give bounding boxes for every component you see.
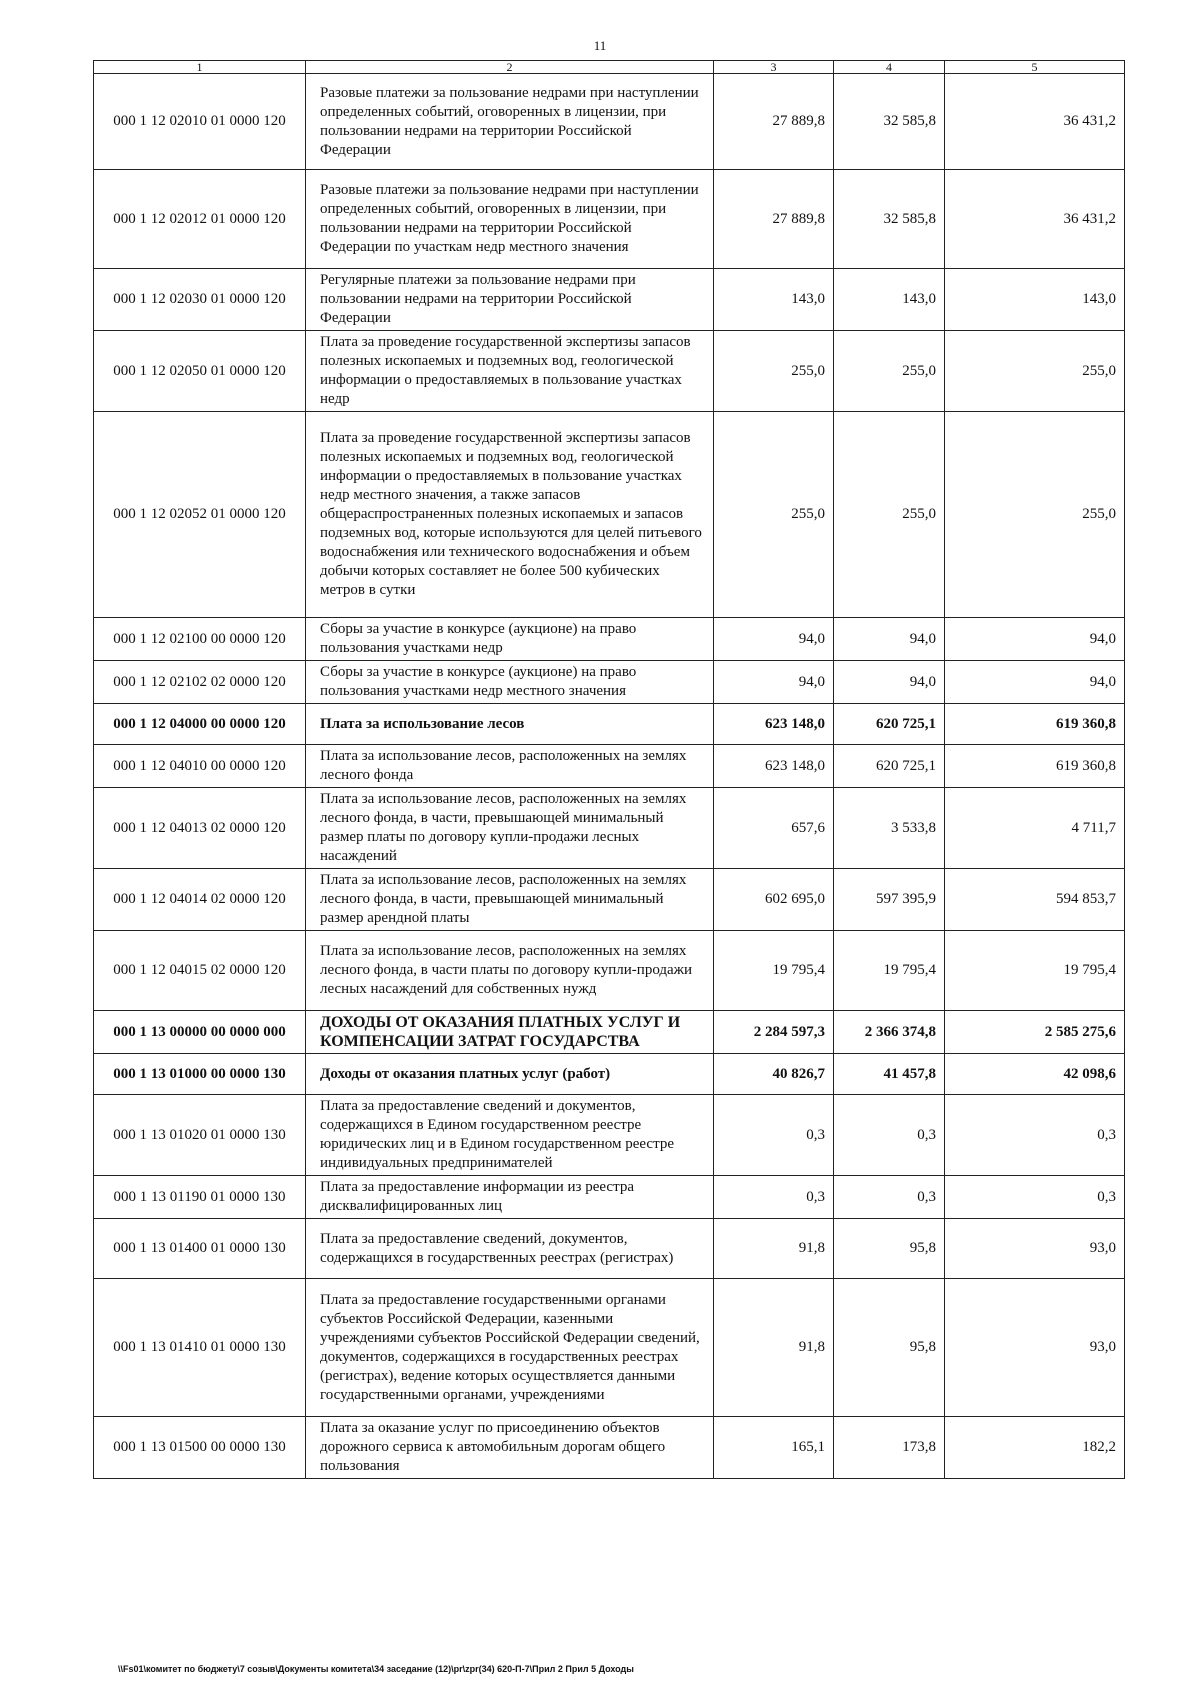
description-cell: Плата за проведение государственной экспертизы запасов полезных ископаемых и подземных вод, геологической информации о предоставляемых в пользование участках недр местного значения, а также запасов общераспространенных полезных ископаемых и запасов подземных вод, которые используются для целей питьевого водоснабжения или технического водоснабжения и объем добычи которых составляет не более 500 кубических метров в сутки — [306, 412, 714, 618]
budget-code-cell: 000 1 12 04014 02 0000 120 — [94, 869, 306, 931]
table-row — [94, 1219, 1125, 1279]
value-col3-cell: 91,8 — [714, 1279, 834, 1417]
value-col4-cell: 94,0 — [834, 661, 945, 704]
value-col3-cell: 94,0 — [714, 661, 834, 704]
file-path-footer: \\Fs01\комитет по бюджету\7 созыв\Документы комитета\34 заседание (12)\pr\zpr(34) 620-П-7\Прил 2 Прил 5 Доходы — [118, 1664, 634, 1674]
description-cell: Плата за оказание услуг по присоединению объектов дорожного сервиса к автомобильным дорогам общего пользования — [306, 1417, 714, 1479]
value-col5-cell: 94,0 — [945, 618, 1125, 661]
value-col3-cell: 255,0 — [714, 331, 834, 412]
value-col3-cell: 0,3 — [714, 1095, 834, 1176]
value-col5-cell: 2 585 275,6 — [945, 1011, 1125, 1054]
value-col4-cell: 0,3 — [834, 1176, 945, 1219]
value-col4-cell: 143,0 — [834, 269, 945, 331]
value-col3-cell: 0,3 — [714, 1176, 834, 1219]
value-col4-cell: 95,8 — [834, 1279, 945, 1417]
column-number-3: 3 — [714, 61, 834, 74]
value-col4-cell: 95,8 — [834, 1219, 945, 1279]
table-row — [94, 618, 1125, 661]
description-cell: Разовые платежи за пользование недрами при наступлении определенных событий, оговоренных в лицензии, при пользовании недрами на территории Российской Федерации — [306, 74, 714, 170]
value-col5-cell: 594 853,7 — [945, 869, 1125, 931]
budget-code-cell: 000 1 13 00000 00 0000 000 — [94, 1011, 306, 1054]
value-col4-cell: 620 725,1 — [834, 745, 945, 788]
value-col4-cell: 620 725,1 — [834, 704, 945, 745]
value-col4-cell: 19 795,4 — [834, 931, 945, 1011]
value-col4-cell: 32 585,8 — [834, 74, 945, 170]
value-col5-cell: 182,2 — [945, 1417, 1125, 1479]
table-row — [94, 1176, 1125, 1219]
description-cell: Сборы за участие в конкурсе (аукционе) на право пользования участками недр местного значения — [306, 661, 714, 704]
value-col5-cell: 93,0 — [945, 1279, 1125, 1417]
table-row — [94, 170, 1125, 269]
table-row — [94, 1417, 1125, 1479]
value-col4-cell: 0,3 — [834, 1095, 945, 1176]
page-number: 11 — [593, 38, 607, 53]
value-col5-cell: 255,0 — [945, 412, 1125, 618]
budget-code-cell: 000 1 13 01500 00 0000 130 — [94, 1417, 306, 1479]
description-cell: Плата за предоставление сведений и документов, содержащихся в Едином государственном реестре юридических лиц и в Едином государственном реестре индивидуальных предпринимателей — [306, 1095, 714, 1176]
description-cell: Плата за использование лесов, расположенных на землях лесного фонда — [306, 745, 714, 788]
budget-code-cell: 000 1 12 02030 01 0000 120 — [94, 269, 306, 331]
budget-table — [93, 60, 1125, 1479]
budget-code-cell: 000 1 12 04010 00 0000 120 — [94, 745, 306, 788]
value-col5-cell: 255,0 — [945, 331, 1125, 412]
column-number-5: 5 — [945, 61, 1125, 74]
value-col3-cell: 602 695,0 — [714, 869, 834, 931]
budget-code-cell: 000 1 12 02010 01 0000 120 — [94, 74, 306, 170]
value-col3-cell: 27 889,8 — [714, 170, 834, 269]
column-number-2: 2 — [306, 61, 714, 74]
value-col5-cell: 42 098,6 — [945, 1054, 1125, 1095]
table-row — [94, 412, 1125, 618]
value-col4-cell: 3 533,8 — [834, 788, 945, 869]
description-cell: Разовые платежи за пользование недрами при наступлении определенных событий, оговоренных в лицензии, при пользовании недрами на территории Российской Федерации по участкам недр местного значения — [306, 170, 714, 269]
value-col5-cell: 36 431,2 — [945, 74, 1125, 170]
description-cell: Сборы за участие в конкурсе (аукционе) на право пользования участками недр — [306, 618, 714, 661]
value-col5-cell: 619 360,8 — [945, 745, 1125, 788]
value-col3-cell: 19 795,4 — [714, 931, 834, 1011]
value-col5-cell: 0,3 — [945, 1095, 1125, 1176]
table-row — [94, 1279, 1125, 1417]
budget-code-cell: 000 1 13 01000 00 0000 130 — [94, 1054, 306, 1095]
value-col5-cell: 93,0 — [945, 1219, 1125, 1279]
value-col4-cell: 2 366 374,8 — [834, 1011, 945, 1054]
table-row — [94, 704, 1125, 745]
budget-code-cell: 000 1 13 01400 01 0000 130 — [94, 1219, 306, 1279]
value-col4-cell: 173,8 — [834, 1417, 945, 1479]
value-col3-cell: 27 889,8 — [714, 74, 834, 170]
table-row — [94, 269, 1125, 331]
table-row — [94, 74, 1125, 170]
value-col3-cell: 623 148,0 — [714, 704, 834, 745]
description-cell: Доходы от оказания платных услуг (работ) — [306, 1054, 714, 1095]
value-col4-cell: 32 585,8 — [834, 170, 945, 269]
budget-code-cell: 000 1 12 04013 02 0000 120 — [94, 788, 306, 869]
description-cell: Плата за предоставление государственными органами субъектов Российской Федерации, казенными учреждениями субъектов Российской Федерации сведений, документов, содержащихся в государственных реестрах (регистрах), ведение которых осуществляется данными государственными органами, учреждениями — [306, 1279, 714, 1417]
budget-code-cell: 000 1 12 02102 02 0000 120 — [94, 661, 306, 704]
table-row — [94, 1054, 1125, 1095]
budget-code-cell: 000 1 13 01410 01 0000 130 — [94, 1279, 306, 1417]
description-cell: Плата за предоставление сведений, документов, содержащихся в государственных реестрах (регистрах) — [306, 1219, 714, 1279]
value-col5-cell: 4 711,7 — [945, 788, 1125, 869]
table-row — [94, 745, 1125, 788]
value-col3-cell: 91,8 — [714, 1219, 834, 1279]
description-cell: Плата за использование лесов — [306, 704, 714, 745]
column-number-1: 1 — [94, 61, 306, 74]
budget-code-cell: 000 1 12 04015 02 0000 120 — [94, 931, 306, 1011]
value-col5-cell: 36 431,2 — [945, 170, 1125, 269]
value-col3-cell: 2 284 597,3 — [714, 1011, 834, 1054]
value-col5-cell: 143,0 — [945, 269, 1125, 331]
budget-code-cell: 000 1 12 02052 01 0000 120 — [94, 412, 306, 618]
value-col4-cell: 255,0 — [834, 331, 945, 412]
value-col5-cell: 19 795,4 — [945, 931, 1125, 1011]
budget-code-cell: 000 1 12 02100 00 0000 120 — [94, 618, 306, 661]
table-row — [94, 661, 1125, 704]
value-col5-cell: 94,0 — [945, 661, 1125, 704]
description-cell: Плата за использование лесов, расположенных на землях лесного фонда, в части, превышающей минимальный размер платы по договору купли-продажи лесных насаждений — [306, 788, 714, 869]
description-cell: Плата за предоставление информации из реестра дисквалифицированных лиц — [306, 1176, 714, 1219]
value-col3-cell: 40 826,7 — [714, 1054, 834, 1095]
value-col5-cell: 0,3 — [945, 1176, 1125, 1219]
value-col5-cell: 619 360,8 — [945, 704, 1125, 745]
value-col3-cell: 165,1 — [714, 1417, 834, 1479]
budget-table-container — [93, 60, 1124, 1479]
value-col4-cell: 41 457,8 — [834, 1054, 945, 1095]
value-col3-cell: 623 148,0 — [714, 745, 834, 788]
table-row — [94, 788, 1125, 869]
column-number-row — [94, 61, 1125, 74]
column-number-4: 4 — [834, 61, 945, 74]
table-row — [94, 931, 1125, 1011]
value-col3-cell: 657,6 — [714, 788, 834, 869]
description-cell: ДОХОДЫ ОТ ОКАЗАНИЯ ПЛАТНЫХ УСЛУГ И КОМПЕНСАЦИИ ЗАТРАТ ГОСУДАРСТВА — [306, 1011, 714, 1054]
value-col3-cell: 94,0 — [714, 618, 834, 661]
description-cell: Регулярные платежи за пользование недрами при пользовании недрами на территории Российской Федерации — [306, 269, 714, 331]
budget-code-cell: 000 1 12 04000 00 0000 120 — [94, 704, 306, 745]
table-row — [94, 869, 1125, 931]
value-col4-cell: 94,0 — [834, 618, 945, 661]
table-row — [94, 331, 1125, 412]
description-cell: Плата за использование лесов, расположенных на землях лесного фонда, в части, превышающей минимальный размер арендной платы — [306, 869, 714, 931]
description-cell: Плата за проведение государственной экспертизы запасов полезных ископаемых и подземных вод, геологической информации о предоставляемых в пользование участках недр — [306, 331, 714, 412]
budget-code-cell: 000 1 13 01020 01 0000 130 — [94, 1095, 306, 1176]
budget-code-cell: 000 1 12 02050 01 0000 120 — [94, 331, 306, 412]
table-row — [94, 1011, 1125, 1054]
value-col4-cell: 597 395,9 — [834, 869, 945, 931]
value-col3-cell: 255,0 — [714, 412, 834, 618]
table-row — [94, 1095, 1125, 1176]
value-col4-cell: 255,0 — [834, 412, 945, 618]
description-cell: Плата за использование лесов, расположенных на землях лесного фонда, в части платы по договору купли-продажи лесных насаждений для собственных нужд — [306, 931, 714, 1011]
budget-code-cell: 000 1 13 01190 01 0000 130 — [94, 1176, 306, 1219]
budget-code-cell: 000 1 12 02012 01 0000 120 — [94, 170, 306, 269]
value-col3-cell: 143,0 — [714, 269, 834, 331]
